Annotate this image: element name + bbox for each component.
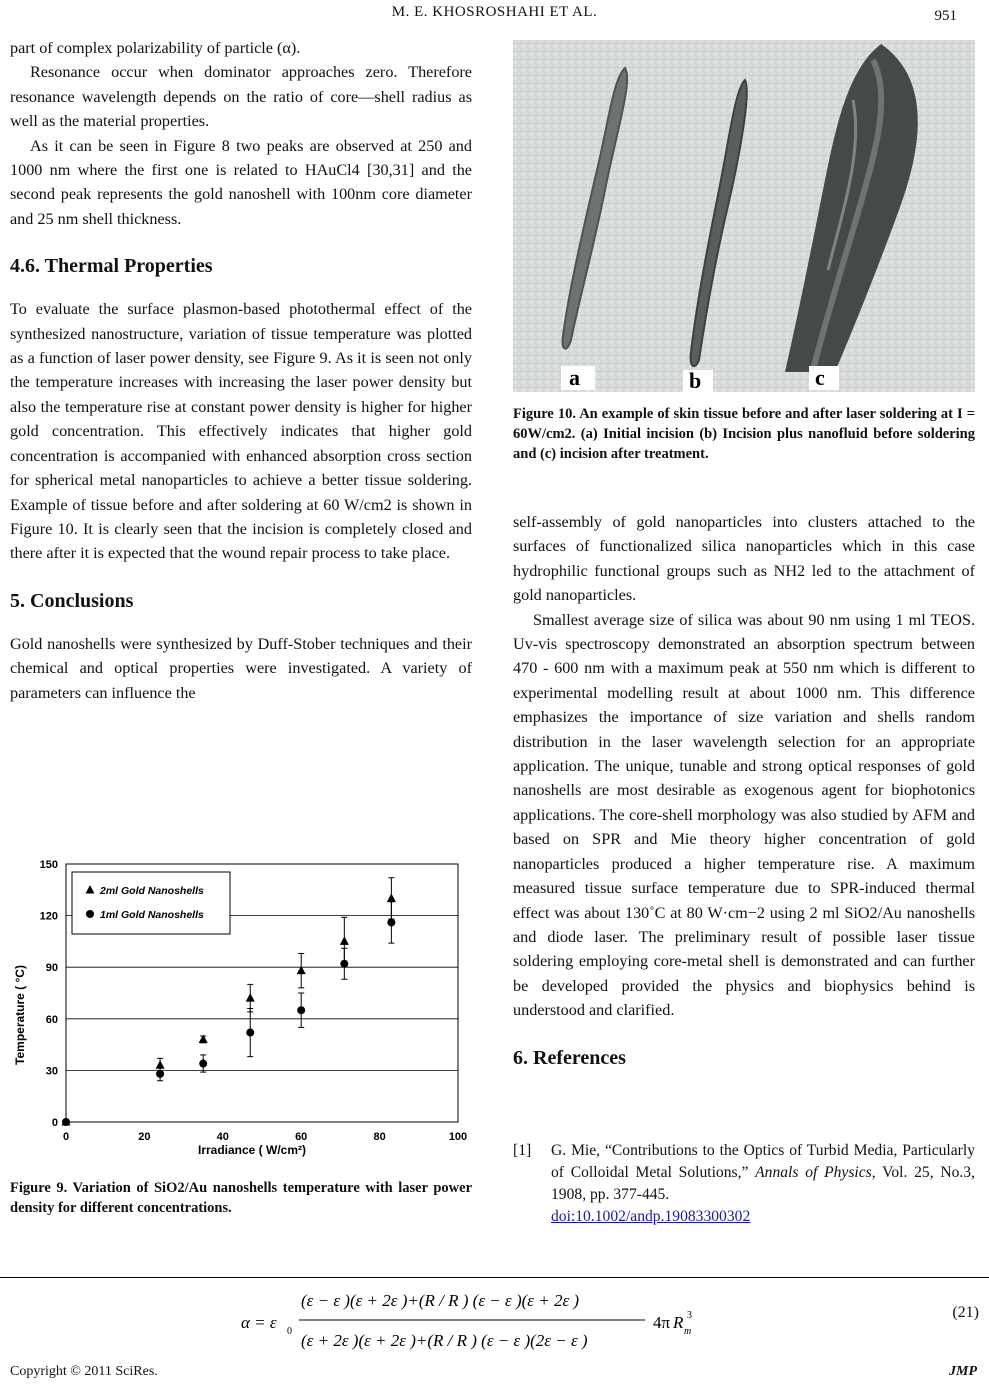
photo-label-b: b	[689, 368, 702, 392]
legend-marker-circle	[86, 910, 94, 918]
footer-copyright: Copyright © 2011 SciRes.	[10, 1364, 158, 1379]
x-tick-label: 0	[62, 1131, 70, 1143]
data-point-triangle	[340, 936, 349, 945]
svg-text:m: m	[684, 1326, 692, 1337]
svg-text:α = ε: α = ε	[241, 1313, 277, 1332]
photo-label-a: a	[569, 365, 580, 390]
right-column	[513, 510, 975, 1089]
data-point-circle	[62, 1118, 70, 1126]
paragraph: part of complex polarizability of particle (α).	[10, 39, 301, 57]
svg-text:4π: 4π	[653, 1313, 671, 1332]
page-number: 951	[934, 8, 957, 24]
data-point-circle	[199, 1060, 207, 1068]
equation-graphic	[235, 1284, 795, 1358]
reference-number: [1]	[513, 1142, 532, 1159]
x-axis-label: Irradiance ( W/cm²)	[197, 1143, 307, 1157]
x-tick-label: 80	[373, 1131, 386, 1143]
svg-text:(ε − ε )(ε + 2ε )+(R / R ): (ε − ε )(ε + 2ε )+(R / R ) (ε − ε )(ε + 2ε )	[301, 1291, 580, 1310]
paragraph: Gold nanoshells were synthesized by Duff-Stober techniques and their chemical and optical properties were investigated. A variety of parameters can influence the	[10, 634, 472, 702]
photo-label-c: c	[815, 365, 825, 390]
reference-text: G. Mie, “Contributions to the Optics of Turbid Media, Particularly of Colloidal Metal Solutions,”	[551, 1142, 975, 1181]
reference-journal: Annals of Physics	[755, 1164, 872, 1181]
reference-details: , Vol. 25, No.3, 1908, pp. 377-445.	[551, 1164, 975, 1203]
y-tick-label: 60	[45, 1013, 58, 1026]
figure-10-photo	[513, 40, 975, 392]
chart-svg	[10, 850, 470, 1168]
data-point-triangle	[246, 993, 255, 1002]
section-heading-thermal: 4.6. Thermal Properties	[10, 255, 213, 278]
y-tick-label: 30	[45, 1065, 58, 1078]
x-tick-label: 20	[138, 1131, 151, 1143]
tissue-photo-illustration	[513, 40, 975, 392]
data-point-circle	[297, 1006, 305, 1014]
running-header	[0, 2, 989, 32]
paragraph: To evaluate the surface plasmon-based photothermal effect of the synthesized nanostructure, variation of tissue temperature was plotted as a function of laser power density, see Figure 9. As it is seen not only the temperature increases with increasing the laser power density but also the temperature rise at constant power density is higher for higher gold concentration. This effectively indicates that higher gold concentration is accompanied with enhanced absorption cross section for spherical metal nanoparticles to achieve a better tissue soldering. Example of tissue before and after soldering at 60 W/cm2 is shown in Figure 10. It is clearly seen that the incision is completely closed and there after it is expected that the wound repair process to take place.	[10, 300, 472, 563]
reference-doi-link[interactable]: doi:10.1002/andp.19083300302	[551, 1208, 751, 1225]
left-column	[10, 36, 472, 705]
figure-9-caption: Figure 9. Variation of SiO2/Au nanoshells temperature with laser power density for different concentrations.	[10, 1180, 472, 1216]
paragraph: self-assembly of gold nanoparticles into clusters attached to the surfaces of functionalized silica nanoparticles which in this case hydrophilic functional groups such as NH2 led to the attachment of gold nanoparticles.	[513, 513, 975, 605]
x-tick-label: 100	[448, 1131, 468, 1143]
reference-1	[513, 1140, 975, 1228]
paragraph: Resonance occur when dominator approaches zero. Therefore resonance wavelength depends on the ratio of core—shell radius as well as the material properties.	[10, 63, 472, 131]
figure-9-chart	[10, 850, 470, 1168]
section-heading-conclusions: 5. Conclusions	[10, 589, 134, 612]
svg-text:3: 3	[687, 1310, 692, 1321]
svg-text:(ε + 2ε )(ε + 2ε )+(R / R ): (ε + 2ε )(ε + 2ε )+(R / R ) (ε − ε )(2ε − ε )	[301, 1331, 588, 1350]
y-tick-label: 150	[39, 859, 58, 871]
footer-journal: JMP	[949, 1364, 977, 1379]
legend-box	[72, 872, 230, 934]
equation-number: (21)	[952, 1304, 979, 1321]
running-title: M. E. KHOSROSHAHI ET AL.	[391, 4, 598, 20]
x-tick-label: 40	[216, 1131, 229, 1143]
x-tick-label: 60	[295, 1131, 308, 1143]
data-point-circle	[156, 1070, 164, 1078]
data-point-circle	[340, 960, 348, 968]
y-tick-label: 120	[39, 910, 58, 923]
paragraph: Smallest average size of silica was about 90 nm using 1 ml TEOS. Uv-vis spectroscopy demonstrated an absorption spectrum between 470 - 600 nm with a maximum peak at 550 nm which is different to experimental modelling result at about 1000 nm. This difference emphasizes the importance of size variation and shells random distribution in the laser wavelength selection for an appropriate application. The unique, tunable and strong optical responses of gold nanoshells are most desirable as exogenous agent for biophotonics applications. The core-shell morphology was also studied by AFM and based on SPR and Mie theory higher concentration of gold nanoparticles produced a higher temperature rise. A maximum measured tissue surface temperature due to SPR-induced thermal effect was about 130˚C at 80 W·cm−2 using 2 ml SiO2/Au nanoshells and diode laser. The preliminary result of possible laser tissue soldering employing core-metal shell is demonstrated and can further be developed provided the physics and biophysics behind is understood and clarified.	[513, 610, 975, 1020]
y-axis-label: Temperature ( °C)	[13, 965, 27, 1065]
equation-21	[235, 1284, 795, 1354]
separator-line	[0, 1277, 989, 1278]
y-tick-label: 0	[51, 1117, 58, 1129]
data-point-triangle	[387, 893, 396, 902]
svg-text:0: 0	[287, 1326, 292, 1337]
y-tick-label: 90	[45, 962, 58, 975]
data-point-circle	[387, 918, 395, 926]
data-point-circle	[246, 1029, 254, 1037]
legend-label: 1ml Gold Nanoshells	[100, 909, 204, 921]
paragraph: As it can be seen in Figure 8 two peaks are observed at 250 and 1000 nm where the first one is related to HAuCl4 [30,31] and the second peak represents the gold nanoshell with 100nm core diameter and 25 nm shell thickness.	[10, 136, 472, 228]
figure-10-caption: Figure 10. An example of skin tissue before and after laser soldering at I = 60W/cm2. (a) Initial incision (b) Incision plus nanofluid before soldering and (c) incision after treatment.	[513, 406, 975, 462]
legend-label: 2ml Gold Nanoshells	[100, 885, 204, 897]
svg-text:R: R	[673, 1313, 684, 1332]
section-heading-references: 6. References	[513, 1046, 626, 1069]
data-point-triangle	[199, 1034, 208, 1043]
data-point-triangle	[156, 1060, 165, 1069]
